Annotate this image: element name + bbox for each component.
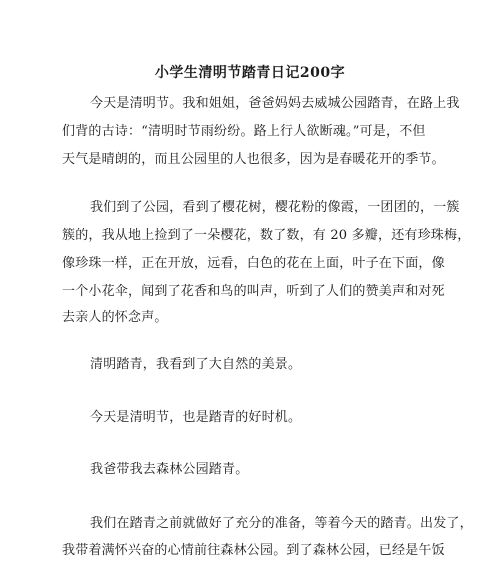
- paragraph-5: 我爸带我去森林公园踏青。: [90, 462, 249, 477]
- paragraph-2-line-4: 一个小花伞，闻到了花香和鸟的叫声，听到了人们的赞美声和对死: [62, 284, 445, 299]
- paragraph-6-line-1: 我们在踏青之前就做好了充分的准备，等着今天的踏青。出发了，: [90, 516, 473, 531]
- paragraph-3: 清明踏青，我看到了大自然的美景。: [90, 357, 302, 372]
- paragraph-2-line-3: 像珍珠一样，正在开放，远看，白色的花在上面，叶子在下面，像: [62, 256, 445, 271]
- paragraph-2-line-1: 我们到了公园，看到了樱花树，樱花粉的像霞，一团团的，一簇: [90, 200, 460, 215]
- document-title: 小学生清明节踏青日记200字: [154, 65, 346, 81]
- paragraph-1-line-2: 们背的古诗：“清明时节雨纷纷。路上行人欲断魂。”可是，不但: [62, 124, 426, 139]
- paragraph-1-line-3: 天气是晴朗的，而且公园里的人也很多，因为是春暖花开的季节。: [62, 152, 445, 167]
- paragraph-6-line-2: 我带着满怀兴奋的心情前往森林公园。到了森林公园，已经是午饭: [62, 543, 445, 558]
- paragraph-1-line-1: 今天是清明节。我和姐姐，爸爸妈妈去威城公园踏青，在路上我: [90, 96, 460, 111]
- paragraph-4: 今天是清明节，也是踏青的好时机。: [90, 410, 302, 425]
- paragraph-2-line-2: 簇的，我从地上捡到了一朵樱花，数了数，有 20 多瓣，还有珍珠梅，: [62, 228, 471, 243]
- paragraph-2-line-5: 去亲人的怀念声。: [62, 310, 168, 325]
